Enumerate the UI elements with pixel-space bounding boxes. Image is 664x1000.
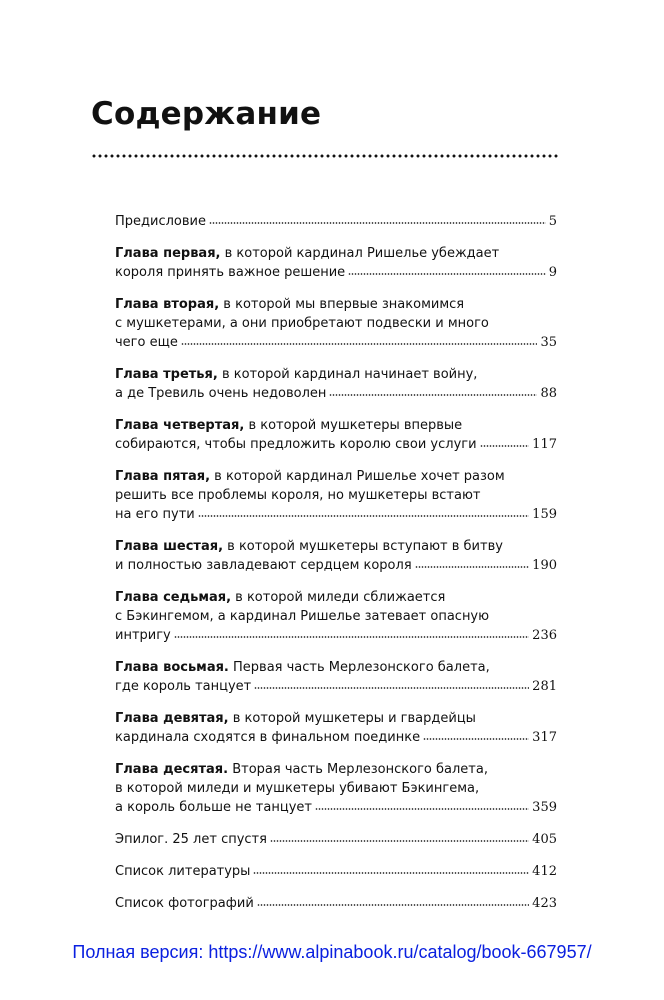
page-number: 5 — [548, 214, 557, 229]
page-number: 317 — [532, 730, 557, 745]
page-number: 190 — [532, 558, 557, 573]
chapter-label: Глава пятая, — [115, 469, 211, 484]
toc-entry-text — [115, 384, 326, 403]
toc-entry[interactable] — [115, 295, 557, 352]
toc-entry-line — [115, 486, 557, 505]
chapter-label: Глава седьмая, — [115, 590, 232, 605]
toc-entry-line — [115, 295, 557, 314]
page-number: 9 — [548, 265, 557, 280]
toc-entry-title: Предисловие — [115, 214, 206, 229]
toc-entry-title: собираются, чтобы предложить королю свои услуги — [115, 437, 477, 452]
toc-entry-line — [115, 709, 557, 728]
toc-entry-title: на его пути — [115, 507, 195, 522]
toc-entry-text — [115, 626, 171, 645]
chapter-label: Глава вторая, — [115, 297, 220, 312]
toc-entry[interactable] — [115, 212, 557, 231]
toc-entry-title: Первая часть Мерлезонского балета, — [228, 660, 490, 675]
page-number: 423 — [532, 896, 557, 911]
toc-entry-line — [115, 588, 557, 607]
table-of-contents — [115, 212, 557, 926]
toc-entry-text — [115, 246, 499, 261]
toc-entry-line — [115, 760, 557, 779]
toc-entry-line — [115, 607, 557, 626]
dotted-divider — [91, 154, 560, 158]
chapter-label: Глава первая, — [115, 246, 221, 261]
dot-leader — [423, 738, 529, 740]
toc-entry-text — [115, 830, 267, 849]
full-version-link[interactable]: Полная версия: https://www.alpinabook.ru/catalog/book-667957/ — [72, 942, 592, 962]
dot-leader — [253, 872, 529, 874]
toc-entry-title: с Бэкингемом, а кардинал Ришелье затевает опасную — [115, 609, 490, 624]
toc-entry-title: с мушкетерами, а они приобретают подвески и много — [115, 316, 489, 331]
toc-entry-line — [115, 537, 557, 556]
page-number: 35 — [540, 335, 557, 350]
toc-entry-text — [115, 212, 206, 231]
toc-entry-title: в которой мушкетеры и гвардейцы — [228, 711, 476, 726]
toc-entry-text — [115, 316, 489, 331]
chapter-label: Глава девятая, — [115, 711, 229, 726]
toc-entry-line — [115, 556, 557, 575]
toc-entry-title: кардинала сходятся в финальном поединке — [115, 730, 421, 745]
dot-leader — [174, 636, 529, 638]
toc-entry-title: в которой мы впервые знакомимся — [219, 297, 465, 312]
toc-entry[interactable] — [115, 365, 557, 403]
page-number: 405 — [532, 832, 557, 847]
dot-leader — [254, 687, 529, 689]
dot-leader — [209, 222, 546, 224]
toc-entry-title: Список литературы — [115, 864, 251, 879]
dot-leader — [480, 445, 530, 447]
toc-entry-title: Эпилог. 25 лет спустя — [115, 832, 267, 847]
page-number: 281 — [532, 679, 557, 694]
page-number: 88 — [540, 386, 557, 401]
toc-entry-text — [115, 728, 420, 747]
toc-entry-text — [115, 556, 412, 575]
toc-entry-text — [115, 297, 464, 312]
toc-entry-title: где король танцует — [115, 679, 252, 694]
dot-leader — [181, 343, 538, 345]
toc-entry-line — [115, 365, 557, 384]
dot-leader — [257, 904, 529, 906]
toc-entry-text — [115, 263, 345, 282]
chapter-label: Глава третья, — [115, 367, 218, 382]
toc-entry-text — [115, 862, 250, 881]
page-number: 359 — [532, 800, 557, 815]
toc-entry[interactable] — [115, 588, 557, 645]
toc-entry-title: в которой мушкетеры вступают в битву — [223, 539, 503, 554]
toc-entry[interactable] — [115, 658, 557, 696]
toc-entry-title: короля принять важное решение — [115, 265, 346, 280]
toc-entry-title: Вторая часть Мерлезонского балета, — [228, 762, 488, 777]
toc-entry-line — [115, 467, 557, 486]
dot-leader — [415, 566, 530, 568]
toc-entry-title: в которой кардинал Ришелье хочет разом — [210, 469, 505, 484]
dot-leader — [198, 515, 529, 517]
chapter-label: Глава восьмая. — [115, 660, 229, 675]
toc-entry-text — [115, 609, 489, 624]
toc-entry-line — [115, 626, 557, 645]
toc-entry-text — [115, 333, 178, 352]
dot-leader — [348, 273, 546, 275]
page-number: 159 — [532, 507, 557, 522]
chapter-label: Глава десятая. — [115, 762, 229, 777]
toc-entry-title: в которой мушкетеры впервые — [244, 418, 463, 433]
toc-entry-line — [115, 862, 557, 881]
toc-entry[interactable] — [115, 862, 557, 881]
page-title: Содержание — [91, 96, 322, 132]
toc-entry-title: чего еще — [115, 335, 178, 350]
toc-entry-title: решить все проблемы короля, но мушкетеры встают — [115, 488, 481, 503]
toc-entry-text — [115, 660, 490, 675]
toc-entry-text — [115, 590, 445, 605]
toc-entry[interactable] — [115, 467, 557, 524]
toc-entry[interactable] — [115, 830, 557, 849]
toc-entry-text — [115, 435, 477, 454]
toc-entry-line — [115, 384, 557, 403]
toc-entry-line — [115, 677, 557, 696]
toc-entry-title: в которой миледи сближается — [231, 590, 446, 605]
toc-entry-title: и полностью завладевают сердцем короля — [115, 558, 412, 573]
toc-entry-text — [115, 711, 476, 726]
toc-entry-title: а де Тревиль очень недоволен — [115, 386, 327, 401]
toc-entry-text — [115, 505, 195, 524]
toc-entry-text — [115, 488, 480, 503]
toc-entry-text — [115, 677, 251, 696]
toc-entry-text — [115, 781, 479, 796]
toc-entry-line — [115, 779, 557, 798]
toc-entry-text — [115, 539, 503, 554]
toc-entry-text — [115, 418, 462, 433]
chapter-label: Глава четвертая, — [115, 418, 245, 433]
toc-entry[interactable] — [115, 709, 557, 747]
toc-entry-text — [115, 762, 488, 777]
toc-entry[interactable] — [115, 894, 557, 913]
toc-entry[interactable] — [115, 244, 557, 282]
toc-entry-title: а король больше не танцует — [115, 800, 312, 815]
toc-entry-text — [115, 469, 505, 484]
toc-entry[interactable] — [115, 537, 557, 575]
toc-entry-line — [115, 798, 557, 817]
toc-entry-line — [115, 658, 557, 677]
page-number: 117 — [532, 437, 557, 452]
toc-entry-text — [115, 367, 477, 382]
dot-leader — [270, 840, 529, 842]
toc-entry-title: в которой кардинал начинает войну, — [217, 367, 478, 382]
toc-entry-line — [115, 314, 557, 333]
toc-entry[interactable] — [115, 416, 557, 454]
page-number: 236 — [532, 628, 557, 643]
toc-entry-title: в которой миледи и мушкетеры убивают Бэкингема, — [115, 781, 480, 796]
page-number: 412 — [532, 864, 557, 879]
toc-entry-line — [115, 505, 557, 524]
toc-entry-title: Список фотографий — [115, 896, 254, 911]
toc-entry-text — [115, 798, 312, 817]
toc-entry-line — [115, 263, 557, 282]
toc-entry-line — [115, 333, 557, 352]
dot-leader — [329, 394, 537, 396]
toc-entry-line — [115, 435, 557, 454]
toc-entry-title: интригу — [115, 628, 171, 643]
chapter-label: Глава шестая, — [115, 539, 224, 554]
toc-entry-line — [115, 830, 557, 849]
toc-entry[interactable] — [115, 760, 557, 817]
toc-entry-line — [115, 212, 557, 231]
toc-entry-line — [115, 244, 557, 263]
toc-entry-line — [115, 728, 557, 747]
toc-entry-line — [115, 416, 557, 435]
toc-entry-title: в которой кардинал Ришелье убеждает — [220, 246, 500, 261]
toc-entry-text — [115, 894, 254, 913]
toc-entry-line — [115, 894, 557, 913]
dot-leader — [315, 808, 529, 810]
